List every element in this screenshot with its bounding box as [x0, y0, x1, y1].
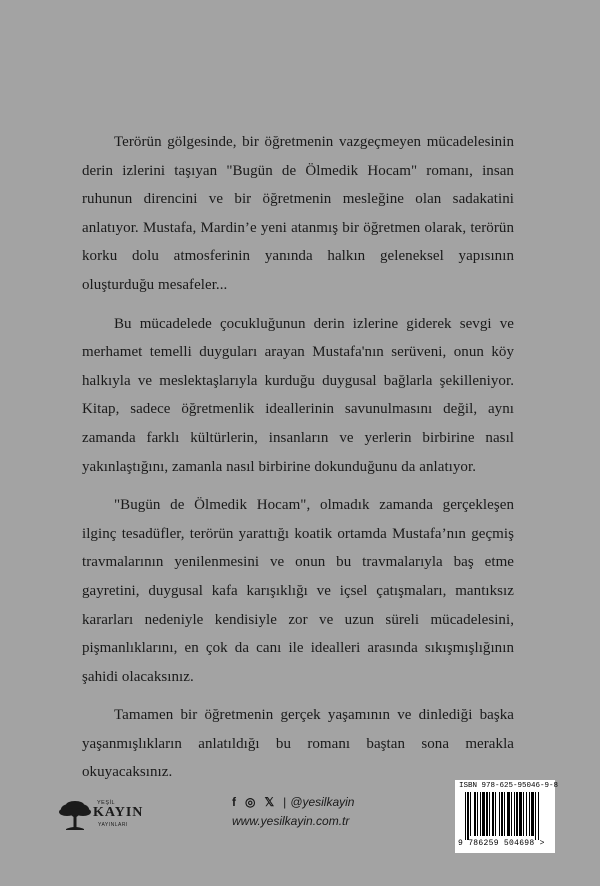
x-icon[interactable]: 𝕏: [264, 795, 275, 809]
social-handle[interactable]: @yesilkayin: [290, 795, 355, 809]
website-link[interactable]: www.yesilkayin.com.tr: [232, 814, 350, 828]
logo-name: KAYIN: [93, 805, 144, 820]
paragraph-4: Tamamen bir öğretmenin gerçek yaşamının ve dinlediği başka yaşanmışlıkların anlatıldığı bu romanı baştan sona merakla okuyacaksınız.: [82, 707, 514, 781]
barcode-bars: [455, 792, 555, 840]
logo-top-text: YEŞİL: [97, 800, 116, 806]
publisher-logo: [57, 798, 147, 834]
instagram-icon[interactable]: ◎: [245, 795, 256, 809]
paragraph-3: "Bugün de Ölmedik Hocam", olmadık zamanda gerçekleşen ilginç tesadüfler, terörün yarattığı koatik ortamda Mustafa’nın geçmiş travmalarının yenilenmesini ve onun bu travmalarıyla baş etme gayretini, duygusal kafa karışıklığı ve içsel çatışmaları, mantıksız kararları nedeniyle kendisiyle zor ve uzun süreli mücadelesini, pişmanlıklarını, en çok da canı ile idealleri arasında sıkışmışlığının şahidi olacaksınız.: [82, 497, 514, 685]
paragraph-2: Bu mücadelede çocukluğunun derin izlerine giderek sevgi ve merhamet temelli duyguları arayan Mustafa'nın serüveni, onun köy halkıyla ve meslektaşlarıyla kurduğu duygusal bağlarla şekilleniyor. Kitap, sadece öğretmenlik ideallerinin savunulmasını değil, aynı zamanda farklı kültürlerin, insanların ve yerlerin birbirine nasıl yakınlaştığını, zamanla nasıl birbirine dokunduğunu da anlatıyor.: [82, 315, 514, 475]
separator: |: [283, 795, 287, 809]
logo-bottom-text: YAYINLARI: [98, 822, 128, 828]
social-links: [232, 793, 354, 811]
isbn-label: ISBN 978-625-95046-9-8: [459, 782, 559, 790]
tree-icon: [57, 798, 93, 834]
paragraph-1: Terörün gölgesinde, bir öğretmenin vazgeçmeyen mücadelesinin derin izlerini taşıyan "Bugün de Ölmedik Hocam" romanı, insan ruhunun direncini ve bir öğretmenin mesleğine olan sadakatini anlatıyor. Mustafa, Mardin’e yeni atanmış bir öğretmen olarak, terörün korku dolu atmosferinin yanında halkın geleneksel yapısının oluşturduğu mesafeler...: [82, 134, 514, 293]
facebook-icon[interactable]: f: [232, 795, 236, 809]
back-cover-text: [82, 128, 514, 797]
barcode-digits: 9 786259 504698 >: [458, 839, 545, 848]
footer: [0, 780, 600, 880]
isbn-barcode: [455, 780, 559, 853]
